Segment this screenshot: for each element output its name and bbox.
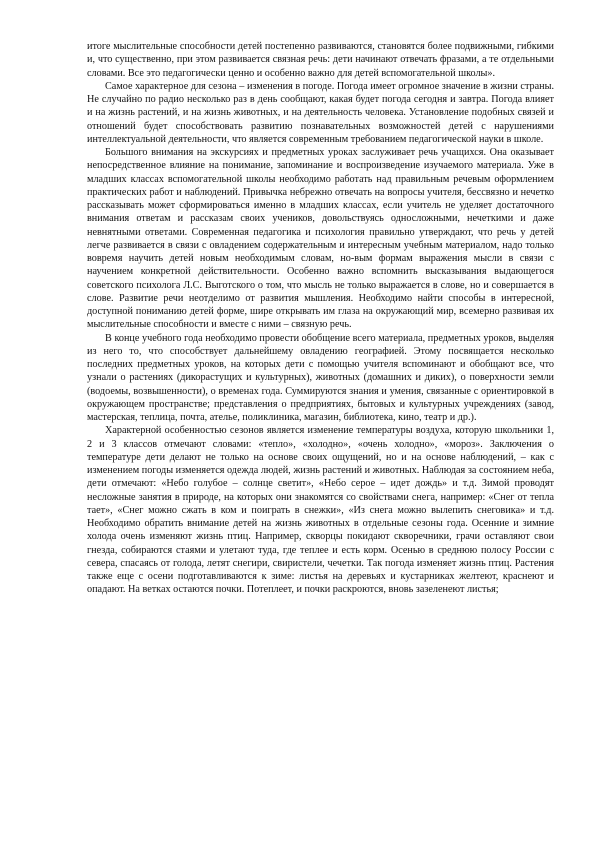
paragraph-3: Большого внимания на экскурсиях и предметных уроках заслуживает речь учащихся. Она оказывает непосредственное влияние на понимание, запоминание и воспроизведение изучаемого материала. Уже в младших классах вспомогательной школы необходимо работать над правильным речевым оформлением практических работ и наблюдений. Привычка небрежно отвечать на вопросы учителя, бессвязно и нечетко рассказывать может сформироваться именно в младших классах, если учитель не уделяет достаточного внимания ответам и рассказам своих учеников, довольствуясь односложными, нечеткими и даже невнятными ответами. Современная педагогика и психология правильно утверждают, что речь у детей легче развивается в связи с овладением содержательным и интересным учебным материалом, надо только вовремя научить детей новым необходимым словам, но-вым формам выражения мысли в связи с научением конкретной действительности. Особенно важно вспомнить высказывания выдающегося советского психолога Л.С. Выготского о том, что мысль не только выражается в слове, но и совершается в слове. Развитие речи неотделимо от развития мышления. Необходимо найти способы в интересной, доступной пониманию детей форме, шире открывать им глаза на окружающий мир, всемерно развивая их мыслительные способности и вместе с ними – связную речь. <box>87 147 554 331</box>
paragraph-4: В конце учебного года необходимо провести обобщение всего материала, предметных уроков, выделяя из него то, что способствует дальнейшему овладению географией. Этому посвящается несколько последних предметных уроков, на которых дети с помощью учителя вспоминают и обобщают все, что узнали о растениях (дикорастущих и культурных), животных (домашних и диких), о поверхности земли (водоемы, возвышенности), о временах года. Суммируются знания и умения, связанные с ориентировкой в окружающем пространстве; представления о предприятиях, бытовых и культурных учреждениях (завод, мастерская, теплица, почта, ателье, поликлиника, магазин, библиотека, кино, театр и др.). <box>87 332 554 423</box>
paragraph-1: итоге мыслительные способности детей постепенно развиваются, становятся более подвижными, гибкими и, что существенно, при этом развивается связная речь: дети начинают отвечать фразами, а те отдельными словами. Все это педагогически ценно и особенно важно для детей вспомогательной школы». <box>87 41 554 79</box>
document-page <box>87 40 554 597</box>
paragraph-2: Самое характерное для сезона – изменения в погоде. Погода имеет огромное значение в жизни страны. Не случайно по радио несколько раз в день сообщают, какая будет погода сегодня и завтра. Погода влияет и на жизнь растений, и на жизнь животных, и на деятельность человека. Установление подобных связей и отношений будет способствовать развитию познавательных возможностей детей с нарушениями интеллектуальной деятельности, что является современным требованием педагогической науки в школе. <box>87 80 554 145</box>
paragraph-5: Характерной особенностью сезонов является изменение температуры воздуха, которую школьники 1, 2 и 3 классов отмечают словами: «тепло», «холодно», «очень холодно», «мороз». Заключения о температуре дети делают не только на основе своих ощущений, но и на основе наблюдений, – как с изменением погоды изменяется одежда людей, жизнь растений и животных. Наблюдая за состоянием неба, дети отмечают: «Небо голубое – солнце светит», «Небо серое – идет дождь» и т.д. Зимой проводят несложные занятия в природе, на которых они знакомятся со свойствами снега, например: «Снег от тепла тает», «Снег можно сжать в ком и поиграть в снежки», «Из снега можно вылепить снеговика» и т.д. Необходимо обратить внимание детей на жизнь животных в отдельные сезоны года. Осенние и зимние холода очень изменяют жизнь птиц. Например, скворцы покидают скворечники, грачи оставляют свои гнезда, собираются стаями и улетают туда, где теплее и есть корм. Осенью в среднюю полосу России с севера, спасаясь от голода, летят снегири, свиристели, чечетки. Так погода изменяет жизнь птиц. Растения также еще с осени подготавливаются к зиме: листья на деревьях и кустарниках желтеют, краснеют и опадают. На ветках остаются почки. Потеплеет, и почки раскроются, вновь зазеленеют листья; <box>87 425 554 596</box>
